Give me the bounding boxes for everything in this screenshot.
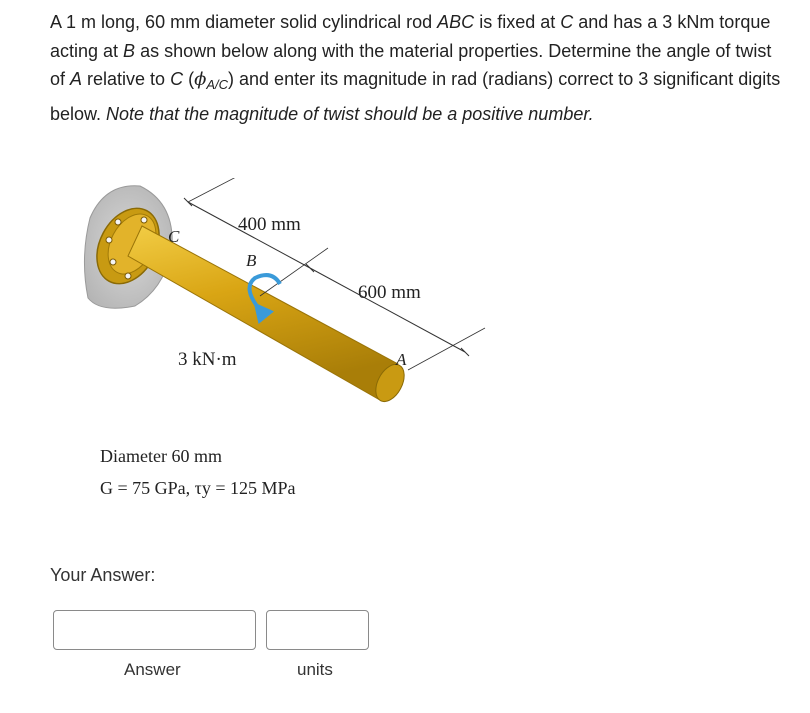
ext-line-a — [408, 328, 485, 370]
point-a: A — [70, 69, 83, 90]
question-part: is fixed at — [474, 12, 561, 32]
torque-label: 3 kN·m — [178, 349, 237, 370]
question-part: A 1 m long, 60 mm diameter solid cylindrical rod — [50, 12, 438, 32]
point-c: C — [170, 69, 184, 90]
units-label: units — [297, 660, 333, 679]
question-part: as shown below along with the material properties. Determine the angle of twist of — [50, 40, 772, 90]
material-text: G = 75 GPa, τy = 125 MPa — [100, 478, 296, 498]
units-input[interactable] — [266, 610, 369, 650]
label-c: C — [168, 227, 180, 246]
rod — [128, 226, 398, 400]
ext-line-c — [188, 178, 238, 202]
bolt-icon — [115, 219, 121, 225]
question-part: ( — [183, 69, 195, 90]
diameter-text: Diameter 60 mm — [100, 446, 222, 466]
phi-symbol: ϕ — [194, 69, 207, 91]
question-text — [50, 8, 785, 128]
question-part: relative to — [82, 69, 171, 90]
bolt-icon — [125, 273, 131, 279]
material-properties — [100, 440, 296, 504]
dim-label-600: 600 mm — [358, 282, 421, 303]
your-answer-heading: Your Answer: — [50, 565, 156, 585]
answer-label: Answer — [124, 660, 181, 679]
rod-name: ABC — [437, 12, 475, 32]
bolt-icon — [110, 259, 116, 265]
question-part: ) and enter its magnitude in rad (radians) correct to 3 significant digits below. — [50, 69, 781, 124]
label-a: A — [396, 350, 407, 369]
bolt-icon — [141, 217, 147, 223]
point-b: B — [123, 40, 136, 61]
label-b: B — [246, 251, 257, 270]
question-note: Note that the magnitude of twist should be a positive number. — [106, 103, 594, 124]
bolt-icon — [106, 237, 112, 243]
answer-input[interactable] — [53, 610, 256, 650]
phi-subscript: A/C — [206, 77, 229, 93]
question-part: and has a 3 kNm torque acting at — [50, 12, 771, 61]
point-c: C — [560, 12, 574, 32]
dim-label-400: 400 mm — [238, 214, 301, 235]
